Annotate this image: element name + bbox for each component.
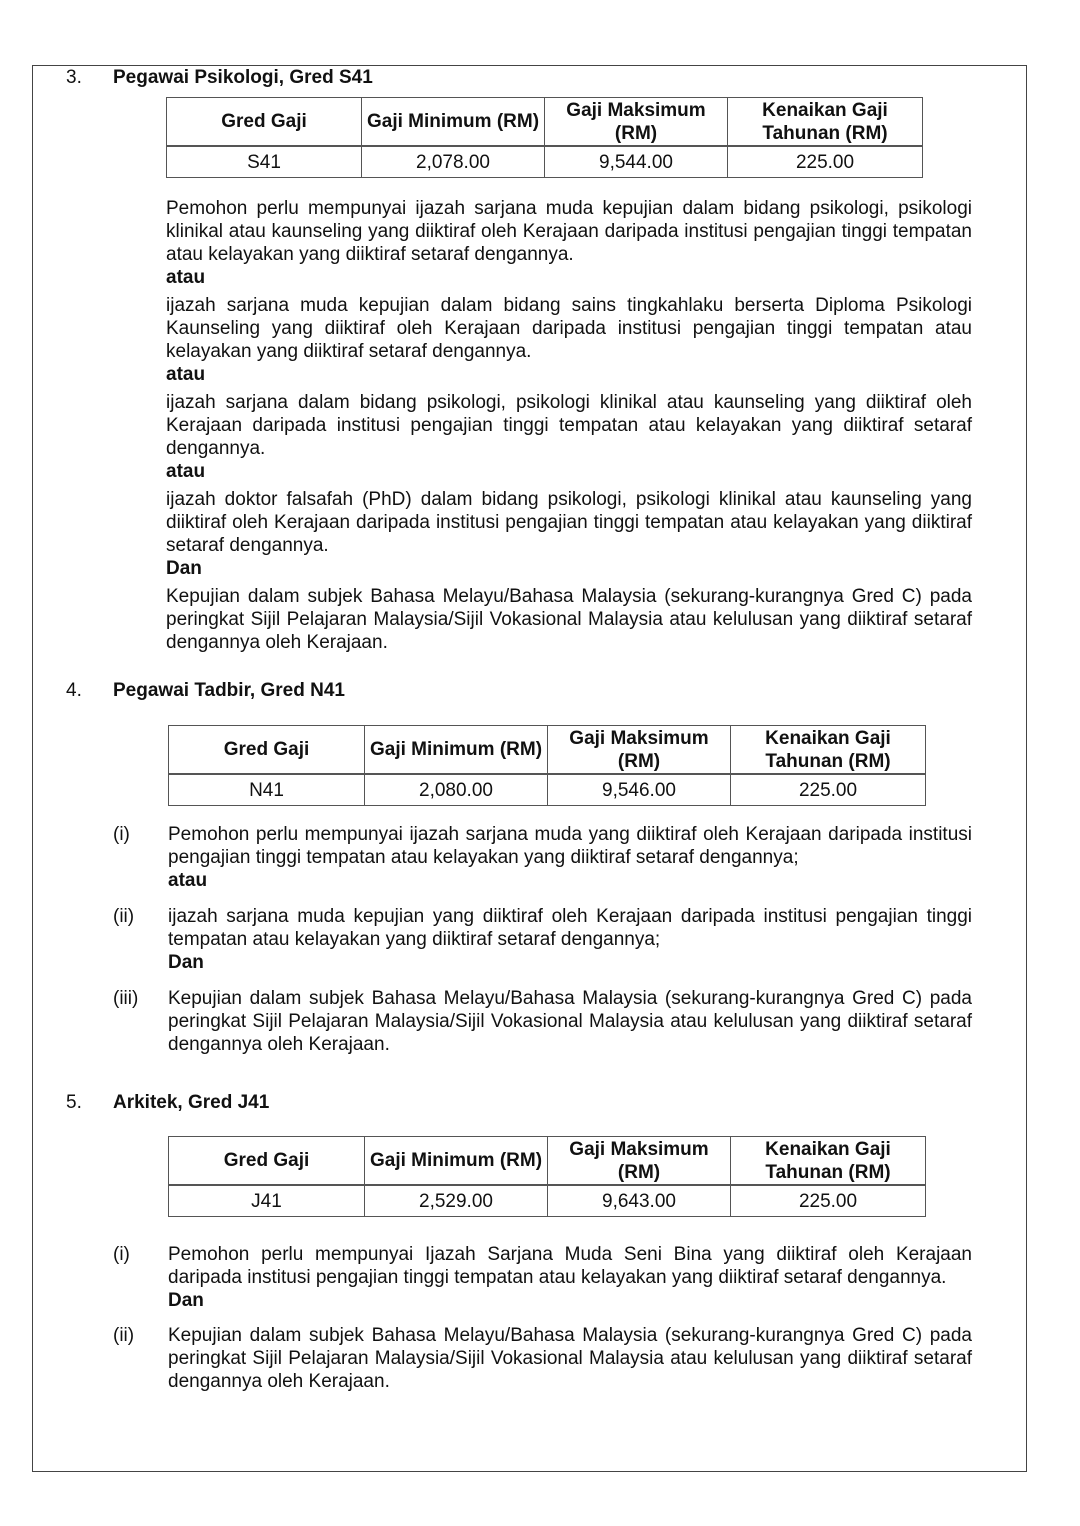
requirement-paragraph	[166, 585, 972, 654]
table-header-cell: Gred Gaji	[169, 1137, 365, 1186]
section-title: Pegawai Psikologi, Gred S41	[113, 67, 373, 88]
item-text: Pemohon perlu mempunyai ijazah sarjana muda yang diiktiraf oleh Kerajaan daripada institusi pengajian tinggi tempatan atau kelayakan yang diiktiraf setaraf dengannya;	[168, 824, 972, 868]
table-header-cell: Kenaikan Gaji Tahunan (RM)	[728, 98, 923, 147]
item-label: (i)	[113, 824, 130, 845]
table-cell: S41	[167, 146, 362, 178]
item-label: (iii)	[113, 988, 139, 1009]
table-cell: N41	[169, 774, 365, 806]
table-header-cell: Gaji Maksimum (RM)	[548, 1137, 731, 1186]
table-header-cell: Kenaikan Gaji Tahunan (RM)	[731, 1137, 926, 1186]
salary-table	[166, 97, 923, 178]
table-header-cell: Gaji Maksimum (RM)	[548, 726, 731, 775]
item-text: Kepujian dalam subjek Bahasa Melayu/Bahasa Malaysia (sekurang-kurangnya Gred C) pada peringkat Sijil Pelajaran Malaysia/Sijil Vokasional Malaysia atau kelulusan yang diiktiraf setaraf dengannya oleh Kerajaan.	[168, 1325, 972, 1392]
table-header-cell: Gaji Minimum (RM)	[365, 726, 548, 775]
list-item	[113, 905, 972, 974]
table-cell: 2,529.00	[365, 1185, 548, 1217]
requirements-list	[113, 1243, 972, 1393]
section-number: 3.	[66, 67, 82, 88]
table-cell: 225.00	[731, 1185, 926, 1217]
table-header-cell: Gaji Minimum (RM)	[362, 98, 545, 147]
list-item	[113, 823, 972, 892]
item-text: ijazah sarjana muda kepujian yang diiktiraf oleh Kerajaan daripada institusi pengajian tinggi tempatan atau kelayakan yang diiktiraf setaraf dengannya;	[168, 906, 972, 950]
connector-word: atau	[166, 364, 206, 385]
section-number: 4.	[66, 680, 82, 701]
table-cell: 225.00	[731, 774, 926, 806]
connector-word: atau	[166, 461, 206, 482]
table-header-cell: Gaji Minimum (RM)	[365, 1137, 548, 1186]
table-cell: 9,544.00	[545, 146, 728, 178]
connector-word: Dan	[168, 952, 204, 973]
salary-table	[168, 725, 926, 806]
connector-word: atau	[166, 267, 206, 288]
requirements-list	[113, 823, 972, 1056]
table-cell: J41	[169, 1185, 365, 1217]
table-cell: 2,078.00	[362, 146, 545, 178]
table-row	[167, 146, 923, 178]
requirement-paragraph	[166, 294, 972, 386]
table-cell: 9,546.00	[548, 774, 731, 806]
table-header-cell: Gred Gaji	[167, 98, 362, 147]
requirements-text	[166, 197, 972, 654]
table-row	[169, 774, 926, 806]
requirement-text: ijazah doktor falsafah (PhD) dalam bidang psikologi, psikologi klinikal atau kaunseling yang diiktiraf oleh Kerajaan daripada institusi pengajian tinggi tempatan atau kelayakan yang diiktiraf setaraf dengannya.	[166, 489, 972, 556]
table-header-row	[169, 1137, 926, 1186]
connector-word: Dan	[168, 1290, 204, 1311]
section-title: Arkitek, Gred J41	[113, 1092, 270, 1113]
requirement-text: ijazah sarjana dalam bidang psikologi, psikologi klinikal atau kaunseling yang diiktiraf oleh Kerajaan daripada institusi pengajian tinggi tempatan atau kelayakan yang diiktiraf setaraf dengannya.	[166, 392, 972, 459]
requirement-paragraph	[166, 488, 972, 580]
table-cell: 9,643.00	[548, 1185, 731, 1217]
connector-word: atau	[168, 870, 208, 891]
table-header-cell: Gred Gaji	[169, 726, 365, 775]
table-row	[169, 1185, 926, 1217]
table-header-cell: Gaji Maksimum (RM)	[545, 98, 728, 147]
table-header-row	[169, 726, 926, 775]
requirement-paragraph	[166, 197, 972, 289]
requirement-paragraph	[166, 391, 972, 483]
item-text: Kepujian dalam subjek Bahasa Melayu/Bahasa Malaysia (sekurang-kurangnya Gred C) pada peringkat Sijil Pelajaran Malaysia/Sijil Vokasional Malaysia atau kelulusan yang diiktiraf setaraf dengannya oleh Kerajaan.	[168, 988, 972, 1055]
item-label: (ii)	[113, 1325, 135, 1346]
requirement-text: ijazah sarjana muda kepujian dalam bidang sains tingkahlaku berserta Diploma Psikologi Kaunseling yang diiktiraf oleh Kerajaan daripada institusi pengajian tinggi tempatan atau kelayakan yang diiktiraf setaraf dengannya.	[166, 295, 972, 362]
section-number: 5.	[66, 1092, 82, 1113]
list-item	[113, 1243, 972, 1312]
table-cell: 225.00	[728, 146, 923, 178]
table-cell: 2,080.00	[365, 774, 548, 806]
requirement-text: Pemohon perlu mempunyai ijazah sarjana muda kepujian dalam bidang psikologi, psikologi klinikal atau kaunseling yang diiktiraf oleh Kerajaan daripada institusi pengajian tinggi tempatan atau kelayakan yang diiktiraf setaraf dengannya.	[166, 198, 972, 265]
table-header-cell: Kenaikan Gaji Tahunan (RM)	[731, 726, 926, 775]
requirement-text: Kepujian dalam subjek Bahasa Melayu/Bahasa Malaysia (sekurang-kurangnya Gred C) pada peringkat Sijil Pelajaran Malaysia/Sijil Vokasional Malaysia atau kelulusan yang diiktiraf setaraf dengannya oleh Kerajaan.	[166, 586, 972, 653]
item-text: Pemohon perlu mempunyai Ijazah Sarjana Muda Seni Bina yang diiktiraf oleh Kerajaan daripada institusi pengajian tinggi tempatan atau kelayakan yang diiktiraf setaraf dengannya.	[168, 1244, 972, 1288]
list-item	[113, 1324, 972, 1393]
section-title: Pegawai Tadbir, Gred N41	[113, 680, 345, 701]
salary-table	[168, 1136, 926, 1217]
connector-word: Dan	[166, 558, 202, 579]
item-label: (ii)	[113, 906, 135, 927]
table-header-row	[167, 98, 923, 147]
item-label: (i)	[113, 1244, 130, 1265]
list-item	[113, 987, 972, 1056]
